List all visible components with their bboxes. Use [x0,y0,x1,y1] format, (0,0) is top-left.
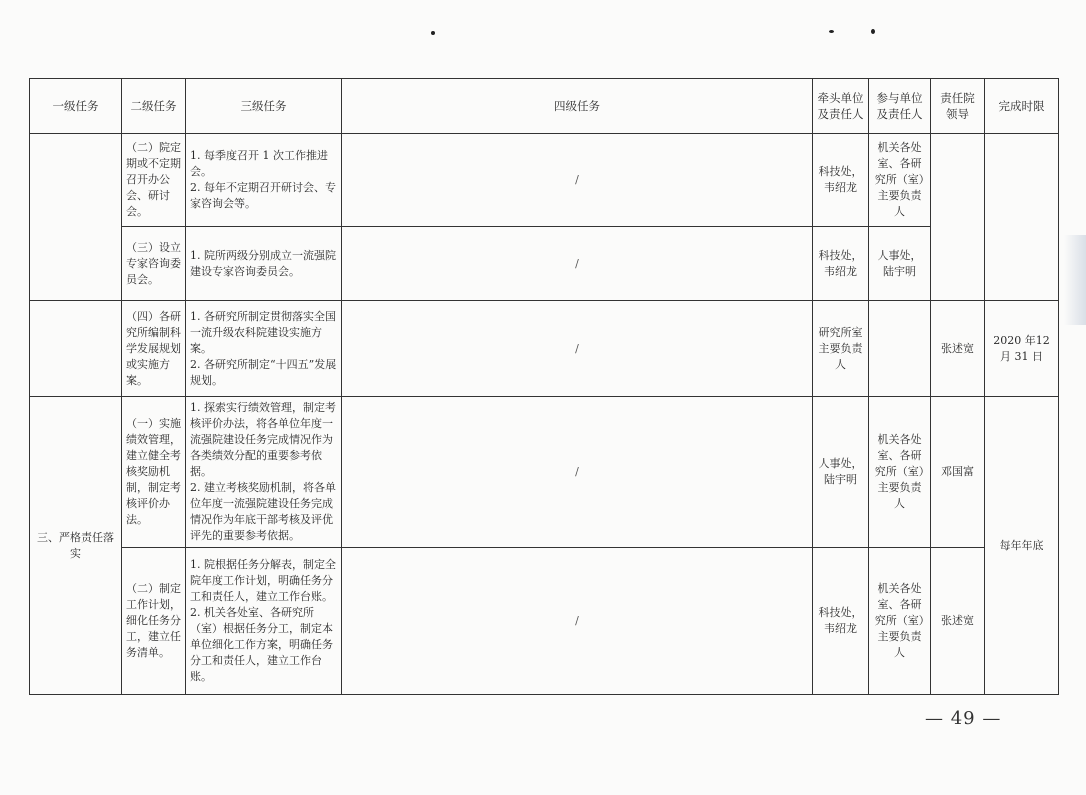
header-level1: 一级任务 [30,79,122,134]
page-number: — 49 — [925,708,1002,729]
participants-cell: 机关各处室、各研究所（室）主要负责人 [869,397,931,548]
level2-cell: （一）实施绩效管理，建立健全考核奖励机制，制定考核评价办法。 [122,397,186,548]
deadline-cell: 2020 年12 月 31 日 [985,301,1059,397]
table-row [30,227,1059,301]
task-breakdown-table [29,78,1059,695]
scan-speck [871,29,875,34]
leader-cell: 张述宽 [931,548,985,695]
participants-cell: 人事处，陆宇明 [869,227,931,301]
level4-cell: / [342,548,813,695]
deadline-cell: 每年年底 [985,397,1059,695]
lead-cell: 科技处，韦绍龙 [813,548,869,695]
header-row [30,79,1059,134]
leader-cell-empty [931,134,985,301]
level4-cell: / [342,397,813,548]
leader-cell: 邓国富 [931,397,985,548]
scan-speck [431,31,435,35]
level4-cell: / [342,301,813,397]
level4-cell: / [342,227,813,301]
table-row [30,301,1059,397]
level1-cell: 三、严格责任落实 [30,397,122,695]
participants-cell: 机关各处室、各研究所（室）主要负责人 [869,548,931,695]
scan-speck [829,30,834,33]
lead-cell: 研究所室主要负责人 [813,301,869,397]
level3-cell: 1. 各研究所制定贯彻落实全国一流升级农科院建设实施方案。 2. 各研究所制定“十四五”发展规划。 [186,301,342,397]
table-row [30,134,1059,227]
level2-cell: （二）制定工作计划，细化任务分工，建立任务清单。 [122,548,186,695]
lead-cell: 科技处，韦绍龙 [813,227,869,301]
level1-cell-empty [30,134,122,301]
level2-cell: （四）各研究所编制科学发展规划或实施方案。 [122,301,186,397]
scan-edge-smudge [1064,235,1086,325]
header-lead: 牵头单位及责任人 [813,79,869,134]
level2-cell: （二）院定期或不定期召开办公会、研讨会。 [122,134,186,227]
level1-cell-empty [30,301,122,397]
header-leader: 责任院领导 [931,79,985,134]
table-row [30,548,1059,695]
level3-cell: 1. 每季度召开 1 次工作推进会。 2. 每年不定期召开研讨会、专家咨询会等。 [186,134,342,227]
lead-cell: 科技处，韦绍龙 [813,134,869,227]
level2-cell: （三）设立专家咨询委员会。 [122,227,186,301]
header-level3: 三级任务 [186,79,342,134]
lead-cell: 人事处，陆宇明 [813,397,869,548]
header-level2: 二级任务 [122,79,186,134]
header-deadline: 完成时限 [985,79,1059,134]
level4-cell: / [342,134,813,227]
leader-cell: 张述宽 [931,301,985,397]
participants-cell: 机关各处室、各研究所（室）主要负责人 [869,134,931,227]
deadline-cell-empty [985,134,1059,301]
level3-cell: 1. 院根据任务分解表，制定全院年度工作计划，明确任务分工和责任人，建立工作台账。 2. 机关各处室、各研究所（室）根据任务分工，制定本单位细化工作方案，明确任务分工和责任人，建立工作台账。 [186,548,342,695]
level3-cell: 1. 院所两级分别成立一流强院建设专家咨询委员会。 [186,227,342,301]
participants-cell [869,301,931,397]
level3-cell: 1. 探索实行绩效管理，制定考核评价办法，将各单位年度一流强院建设任务完成情况作为各类绩效分配的重要参考依据。 2. 建立考核奖励机制，将各单位年度一流强院建设任务完成情况作为年底干部考核及评优评先的重要参考依据。 [186,397,342,548]
header-level4: 四级任务 [342,79,813,134]
table-row [30,397,1059,548]
header-participants: 参与单位及责任人 [869,79,931,134]
